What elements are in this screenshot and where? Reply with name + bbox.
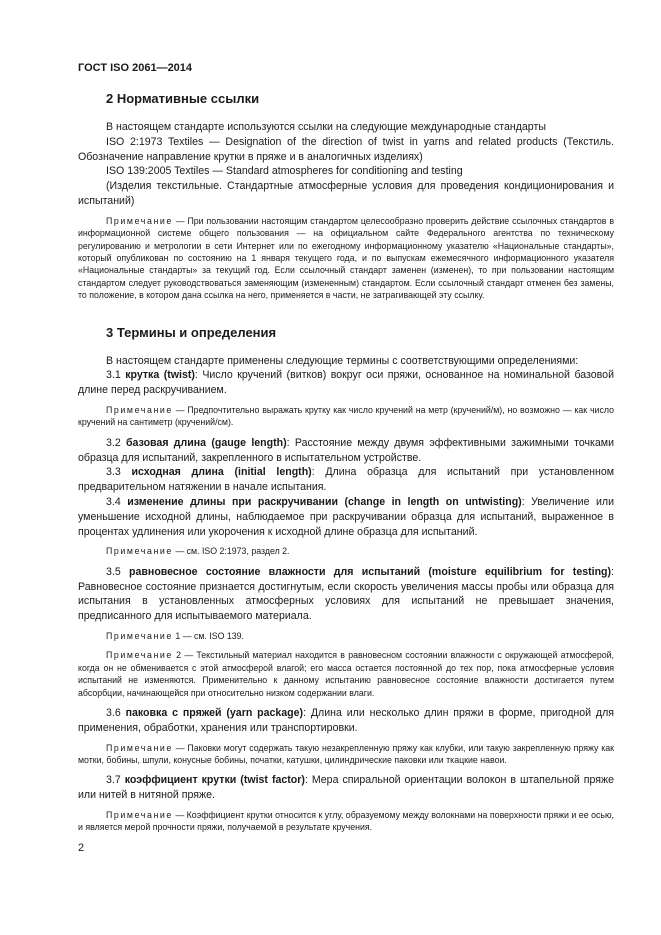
- document-code: ГОСТ ISO 2061—2014: [78, 62, 193, 74]
- term-definition: : Расстояние между двумя эффективными зажимными точками образца для испытаний, закрепленного в испытательном устройстве.: [78, 436, 615, 464]
- note-text: — Предпочтительно выражать крутку как число кручений на метр (кручений/м), но возможно — как число кручений на сантиметр (кручений/см).: [78, 405, 614, 428]
- term-definition: : Число кручений (витков) вокруг оси пряжи, основанное на номинальной базовой длине перед раскручиванием.: [78, 369, 614, 397]
- term-3-6: [78, 706, 614, 736]
- note-3-5-2: [78, 649, 614, 699]
- note-label: Примечание: [106, 546, 173, 557]
- note-3-1: [78, 404, 614, 429]
- note-text: — Паковки могут содержать такую незакрепленную пряжу как клубки, или такую закрепленную пряжу как мотки, бобины, шпули, конусные бобины, початки, катушки, цилиндрические паковки или ткацкие навои.: [78, 742, 614, 766]
- term-3-2: [78, 436, 614, 466]
- term-name: изменение длины при раскручивании (change in length on untwisting): [127, 496, 522, 509]
- term-definition: : Мера спиральной ориентации волокон в штапельной пряже или нитей в нитяной пряже.: [78, 774, 614, 802]
- term-name: крутка (twist): [125, 369, 195, 382]
- page-number: 2: [78, 842, 85, 854]
- term-number: 3.5: [106, 565, 130, 578]
- section-2-heading: 2 Нормативные ссылки: [106, 91, 260, 106]
- term-number: 3.4: [106, 496, 128, 509]
- note-text: — см. ISO 2:1973, раздел 2.: [172, 546, 290, 557]
- note-3-6: [78, 742, 614, 767]
- term-3-3: [78, 465, 614, 495]
- term-name: базовая длина (gauge length): [126, 436, 287, 449]
- term-number: 3.2: [106, 436, 127, 449]
- term-3-5: [78, 565, 614, 624]
- term-number: 3.6: [106, 707, 126, 720]
- note-text: — Коэффициент крутки относится к углу, образуемому между волокнами на поверхности пряжи и ее осью, и является мерой прочности пряжи, получаемой в результате кручения.: [78, 810, 614, 833]
- note-references: [78, 215, 614, 302]
- term-3-1: [78, 368, 614, 398]
- term-number: 3.1: [106, 369, 126, 382]
- note-3-7: [78, 809, 614, 834]
- term-3-7: [78, 773, 614, 803]
- term-number: 3.7: [106, 774, 125, 787]
- section-3-heading: 3 Термины и определения: [106, 324, 277, 340]
- term-name: коэффициент крутки (twist factor): [124, 774, 305, 787]
- note-label: Примечание: [106, 405, 173, 416]
- term-definition: : Длина образца для испытаний при установленном предварительном натяжении в начале испытания.: [78, 466, 615, 494]
- note-text: 1 — см. ISO 139.: [172, 631, 244, 641]
- term-definition: : Равновесное состояние признается достигнутым, если скорость увеличения массы пробы или образца для испытания в установленных атмосферных условиях для испытаний не превышает значения, предписанного для испытываемого материала.: [78, 565, 614, 623]
- section-3-intro: В настоящем стандарте применены следующие термины с соответствующими определениями:: [106, 354, 579, 367]
- reference-iso-139: ISO 139:2005 Textiles — Standard atmospheres for conditioning and testing: [106, 165, 463, 178]
- page-content: [78, 90, 614, 841]
- term-name: исходная длина (initial length): [131, 466, 312, 479]
- section-2-intro: В настоящем стандарте используются ссылки на следующие международные стандарты: [106, 121, 546, 133]
- term-definition: : Длина или несколько длин пряжи в форме, пригодной для применения, обработки, хранения или транспортировки.: [78, 707, 614, 734]
- note-label: Примечание: [106, 215, 173, 226]
- term-definition: : Увеличение или уменьшение исходной длины, наблюдаемое при раскручивании образца для испытаний, выраженное в процентах удлинения или укорочения к исходной длине образца для испытаний.: [78, 496, 615, 538]
- term-name: равновесное состояние влажности для испытаний (moisture equilibrium for testing): [129, 565, 612, 578]
- reference-iso-2: ISO 2:1973 Textiles — Designation of the direction of twist in yarns and related products (Текстиль. Обозначение направление крутки в пряже и в аналогичных изделиях): [78, 135, 614, 163]
- note-label: Примечание: [106, 742, 173, 753]
- note-text: — При пользовании настоящим стандартом целесообразно проверить действие ссылочных стандартов в информационной системе общего пользования — на официальном сайте Федерального агентства по техническому регулированию и метрологии в сети Интернет или по ежегодному информационному указателю «Национальные стандарты», который опубликован по состоянию на 1 января текущего года, и по выпускам ежемесячного информационного указателя «Национальные стандарты» за текущий год. Если ссылочный стандарт заменен (изменен), то при пользовании настоящим стандартом следует руководствоваться заменяющим (измененным) стандартом. Если ссылочный стандарт отменен без замены, то положение, в котором дана ссылка на него, применяется в части, не затрагивающей эту ссылку.: [78, 215, 614, 301]
- note-label: Примечание: [106, 650, 173, 661]
- note-label: Примечание: [106, 631, 173, 641]
- reference-iso-139-translation: (Изделия текстильные. Стандартные атмосферные условия для проведения кондиционирования и испытаний): [78, 180, 614, 207]
- term-3-4: [78, 495, 614, 539]
- note-label: Примечание: [106, 810, 173, 821]
- note-3-5-1: [78, 630, 614, 642]
- note-3-4: [78, 545, 614, 557]
- term-name: паковка с пряжей (yarn package): [125, 707, 304, 720]
- note-text: 2 — Текстильный материал находится в равновесном состоянии влажности с окружающей атмосферой, когда он не обменивается с этой атмосферой влагой; его масса остается постоянной до тех пор, пока атмосферные условия испытаний не изменяются. Применительно к данному испытанию равновесное состояние влажности достигается путем абсорбции, начинающейся при относительно низком содержании влаги.: [78, 650, 614, 698]
- term-number: 3.3: [106, 466, 132, 479]
